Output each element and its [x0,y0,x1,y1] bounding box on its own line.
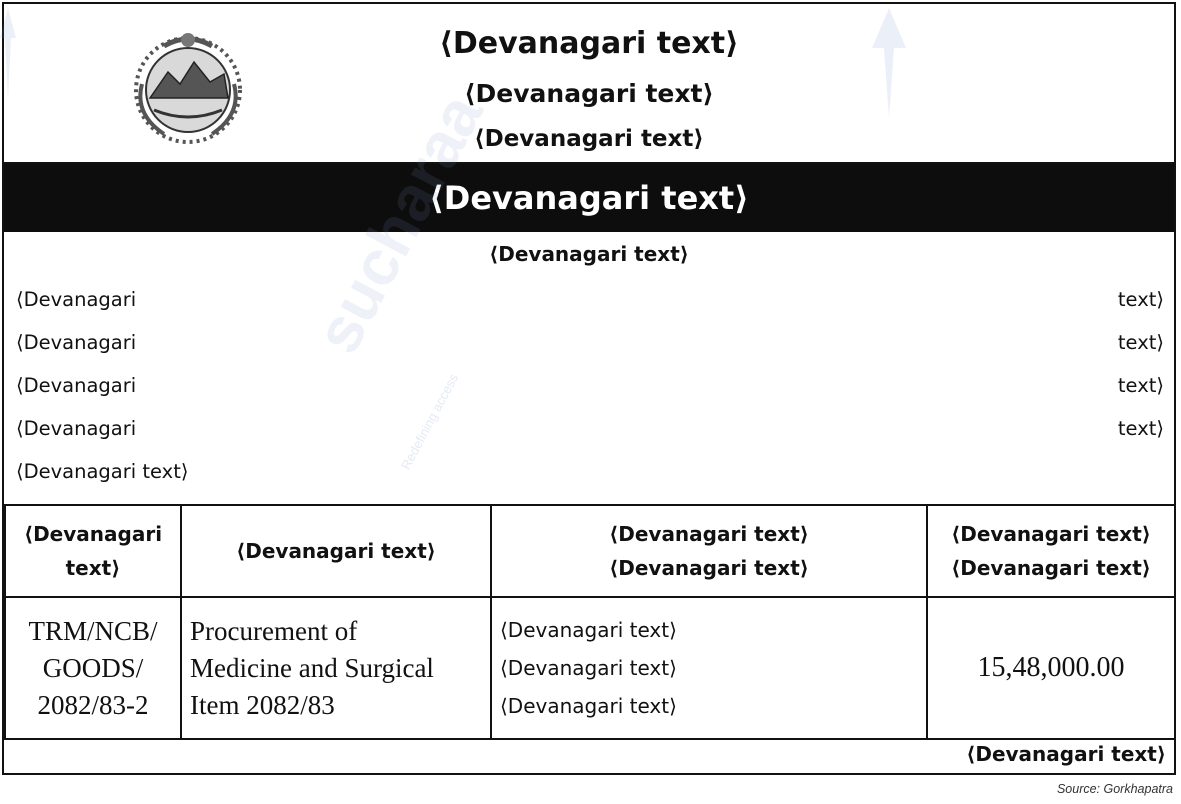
description-cell [181,597,491,739]
description-line: Procurement of [190,615,358,646]
watermark-tagline: Redefining access [398,371,462,473]
notice-title: ⟨Devanagari text⟩ [4,164,1174,232]
contract-table [4,504,1176,740]
office-name: ⟨Devanagari text⟩ [464,79,714,108]
contract-no-line: 2082/83-2 [37,689,149,720]
supplier-line: ⟨Devanagari text⟩ [500,656,677,680]
notice-body-line: ⟨Devanagari text⟩ [16,288,1164,311]
office-address: ⟨Devanagari text⟩ [474,126,704,152]
header-bidder-line: ⟨Devanagari text⟩ [609,522,809,546]
header-contract-no: ⟨Devanagari text⟩ [5,505,181,597]
letterhead [4,4,1174,164]
description-line: Medicine and Surgical [190,652,434,683]
publication-date: ⟨Devanagari text⟩ [489,242,689,266]
description-line: Item 2082/83 [190,689,335,720]
header-bidder [491,505,927,597]
supplier-line: ⟨Devanagari text⟩ [500,618,677,642]
table-row [5,597,1175,739]
header-description: ⟨Devanagari text⟩ [181,505,491,597]
amount-cell: 15,48,000.00 [927,597,1175,739]
supplier-line: ⟨Devanagari text⟩ [500,694,677,718]
notice-body-line: ⟨Devanagari text⟩ [16,374,1164,397]
header-amount-line: ⟨Devanagari text⟩ [951,556,1151,580]
contract-no-cell [5,597,181,739]
notice-body [16,278,1164,493]
header-amount-line: ⟨Devanagari text⟩ [951,522,1151,546]
nepal-government-emblem-icon [124,24,252,152]
signatory-title: ⟨Devanagari text⟩ [966,742,1166,766]
header-bidder-line: ⟨Devanagari text⟩ [609,556,809,580]
supplier-cell [491,597,927,739]
source-credit: Source: Gorkhapatra [1056,782,1173,796]
notice-body-line: ⟨Devanagari text⟩ [16,331,1164,354]
notice-body-line: ⟨Devanagari text⟩ [16,417,1164,440]
header-amount [927,505,1175,597]
contract-no-line: TRM/NCB/ [28,615,158,646]
table-header-row [5,505,1175,597]
notice-frame [2,2,1176,775]
contract-no-line: GOODS/ [42,652,144,683]
org-name: ⟨Devanagari text⟩ [439,26,739,61]
notice-body-line: ⟨Devanagari text⟩ [16,460,189,483]
